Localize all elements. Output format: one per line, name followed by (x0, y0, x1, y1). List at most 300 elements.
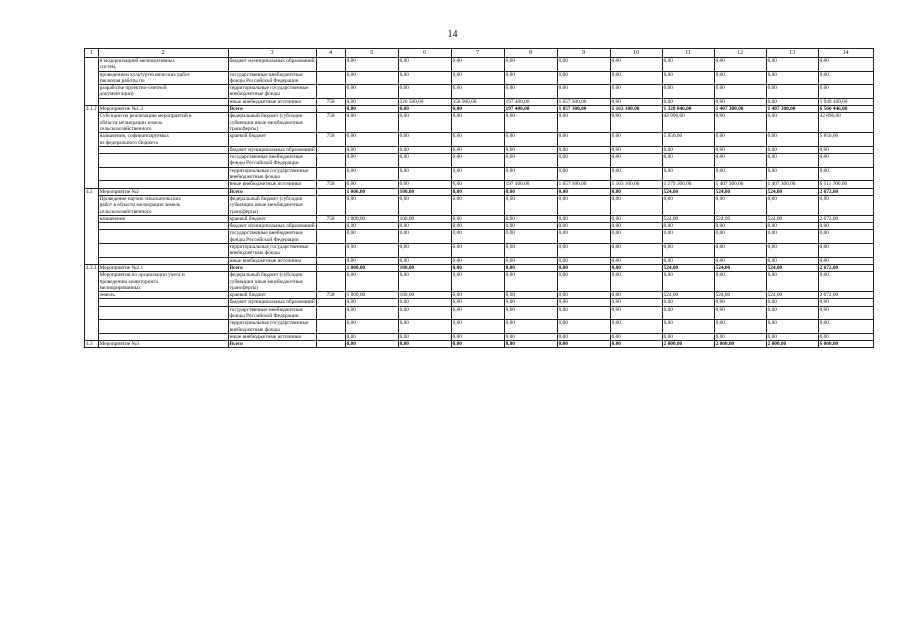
code-cell (316, 333, 345, 340)
description-cell (98, 230, 228, 244)
code-cell (316, 230, 345, 244)
total-value: 524,00 (714, 264, 766, 271)
value-cell: 1 163 100,00 (610, 181, 662, 188)
value-cell: 0,00 (398, 181, 451, 188)
description-cell (98, 98, 228, 105)
column-header: 6 (398, 49, 451, 58)
description-cell (98, 244, 228, 258)
value-cell: 0,00 (504, 320, 557, 334)
value-cell: 0,00 (504, 257, 557, 264)
description-cell: Мероприятие №2 (98, 188, 228, 195)
value-cell: 0,00 (610, 299, 662, 306)
description-line: систем, (99, 64, 117, 71)
value-cell: 0,00 (714, 320, 766, 334)
value-cell: 1 407 300,00 (714, 181, 766, 188)
row-number: 4.1.2 (85, 106, 99, 189)
value-cell: 0,00 (451, 244, 504, 258)
column-header: 11 (662, 49, 714, 58)
value-cell: 0,00 (557, 333, 610, 340)
funding-source: государственные внебюджетные фонды Российской Федерации (228, 306, 316, 320)
description-line: Субсидии на реализацию мероприятий в (99, 113, 192, 120)
value-cell: 1 940 100,00 (818, 98, 873, 105)
value-cell: 0,00 (398, 272, 451, 292)
value-cell: 0,00 (818, 299, 873, 306)
total-value: 2 000,00 (766, 341, 818, 348)
description-line: проведению мониторинга (99, 278, 158, 285)
code-cell (316, 146, 345, 153)
value-cell: 0,00 (451, 113, 504, 133)
value-cell: 1 279 300,00 (662, 181, 714, 188)
value-cell: 0,00 (451, 133, 504, 147)
description-cell (98, 292, 228, 299)
total-value: 197 400,00 (504, 106, 557, 113)
column-header: 10 (610, 49, 662, 58)
total-value: 524,00 (714, 188, 766, 195)
value-cell: 0,00 (766, 133, 818, 147)
table-row (85, 188, 874, 195)
value-cell: 0,00 (504, 85, 557, 99)
value-cell: 0,00 (714, 167, 766, 181)
value-cell: 0,00 (766, 154, 818, 168)
value-cell: 0,00 (610, 85, 662, 99)
total-value: 0,00 (451, 264, 504, 271)
value-cell: 0,00 (714, 85, 766, 99)
value-cell: 0,00 (818, 154, 873, 168)
table-row (85, 299, 874, 306)
funding-source: федеральный бюджет (субсидии субвенции иные межбюджетные трансферты) (228, 113, 316, 133)
total-value: 0,00 (451, 188, 504, 195)
value-cell: 0,00 (345, 230, 398, 244)
value-cell: 0,00 (557, 320, 610, 334)
column-header: 7 (451, 49, 504, 58)
description-line: области мелиорации земель (99, 119, 163, 126)
column-header: 1 (85, 49, 99, 58)
column-header: 9 (557, 49, 610, 58)
value-cell: 0,00 (818, 85, 873, 99)
value-cell: 0,00 (557, 85, 610, 99)
table-row (85, 167, 874, 181)
value-cell: 0,00 (345, 98, 398, 105)
value-cell: 0,00 (662, 195, 714, 215)
value-cell: 0,00 (451, 292, 504, 299)
value-cell: 0,00 (451, 306, 504, 320)
value-cell: 42 896,00 (818, 113, 873, 133)
value-cell: 0,00 (557, 272, 610, 292)
funding-source: краевой бюджет (228, 292, 316, 299)
table-row (85, 341, 874, 348)
row-number: 4.2.1 (85, 264, 99, 340)
description-cell (98, 223, 228, 230)
value-cell: 0,00 (818, 272, 873, 292)
value-cell: 0,00 (557, 195, 610, 215)
table-row (85, 244, 874, 258)
total-label: Всего (228, 188, 316, 195)
total-value: 0,00 (557, 341, 610, 348)
value-cell: 524,00 (714, 215, 766, 222)
value-cell: 0,00 (398, 154, 451, 168)
value-cell: 0,00 (345, 146, 398, 153)
value-cell: 0,00 (766, 58, 818, 72)
value-cell: 0,00 (504, 195, 557, 215)
total-value: 6 560 446,00 (818, 106, 873, 113)
value-cell: 100,00 (398, 215, 451, 222)
value-cell: 0,00 (662, 320, 714, 334)
value-cell: 0,00 (714, 113, 766, 133)
value-cell: 0,00 (610, 230, 662, 244)
page-number: 14 (447, 29, 458, 40)
description-cell (98, 154, 228, 168)
table-row (85, 230, 874, 244)
value-cell: 42 896,00 (662, 113, 714, 133)
value-cell: 0,00 (398, 306, 451, 320)
value-cell: 0,00 (557, 167, 610, 181)
value-cell: 0,00 (610, 98, 662, 105)
value-cell: 0,00 (818, 333, 873, 340)
value-cell: 0,00 (557, 244, 610, 258)
code-cell: 758 (316, 181, 345, 188)
value-cell: 0,00 (818, 71, 873, 85)
value-cell: 6 511 700,00 (818, 181, 873, 188)
value-cell: 0,00 (714, 244, 766, 258)
value-cell: 0,00 (504, 154, 557, 168)
value-cell: 2 672,00 (818, 292, 873, 299)
value-cell: 0,00 (714, 299, 766, 306)
total-value: 1 328 046,00 (662, 106, 714, 113)
description-cell (98, 272, 228, 292)
total-value: 0,00 (345, 341, 398, 348)
description-cell (98, 215, 228, 222)
table-row (85, 71, 874, 85)
value-cell: 524,00 (766, 292, 818, 299)
funding-source: иные внебюджетные источники (228, 257, 316, 264)
total-value: 2 000,00 (662, 341, 714, 348)
total-value: 1 163 100,00 (610, 106, 662, 113)
value-cell: 0,00 (345, 154, 398, 168)
total-value: 6 000,00 (818, 341, 873, 348)
value-cell: 0,00 (398, 167, 451, 181)
value-cell: 0,00 (398, 113, 451, 133)
value-cell: 0,00 (662, 272, 714, 292)
value-cell: 0,00 (662, 85, 714, 99)
value-cell: 0,00 (766, 306, 818, 320)
total-value: 0,00 (451, 106, 504, 113)
code-cell: 758 (316, 215, 345, 222)
value-cell: 0,00 (345, 320, 398, 334)
value-cell: 0,00 (504, 292, 557, 299)
total-value: 1 407 300,00 (766, 106, 818, 113)
value-cell: 0,00 (766, 244, 818, 258)
total-value: 0,00 (610, 264, 662, 271)
total-value: 0,00 (557, 264, 610, 271)
code-cell (316, 71, 345, 85)
value-cell: 0,00 (557, 257, 610, 264)
table-row (85, 272, 874, 292)
total-value: 100,00 (398, 264, 451, 271)
row-number: 4.3 (85, 341, 99, 348)
value-cell: 0,00 (345, 167, 398, 181)
value-cell: 0,00 (504, 244, 557, 258)
value-cell: 0,00 (345, 223, 398, 230)
value-cell: 0,00 (345, 181, 398, 188)
value-cell: 0,00 (766, 320, 818, 334)
total-value: 2 672,00 (818, 264, 873, 271)
value-cell: 0,00 (345, 113, 398, 133)
table-row (85, 292, 874, 299)
funding-source: федеральный бюджет (субсидии субвенции иные межбюджетные трансферты) (228, 272, 316, 292)
value-cell: 0,00 (557, 230, 610, 244)
value-cell: 0,00 (345, 306, 398, 320)
code-cell (316, 188, 345, 195)
value-cell: 0,00 (818, 195, 873, 215)
total-value: 1 407 300,00 (714, 106, 766, 113)
description-cell (98, 306, 228, 320)
description-cell (98, 181, 228, 188)
total-value: 524,00 (662, 188, 714, 195)
value-cell: 0,00 (610, 223, 662, 230)
value-cell: 0,00 (345, 71, 398, 85)
column-header: 13 (766, 49, 818, 58)
code-cell (316, 272, 345, 292)
description-cell (98, 320, 228, 334)
value-cell: 0,00 (662, 58, 714, 72)
value-cell: 524,00 (662, 215, 714, 222)
column-header: 8 (504, 49, 557, 58)
value-cell: 0,00 (398, 299, 451, 306)
value-cell: 0,00 (345, 58, 398, 72)
value-cell: 0,00 (451, 146, 504, 153)
description-line: Мероприятия по организации учета и (99, 272, 185, 279)
value-cell: 0,00 (818, 58, 873, 72)
total-value: 0,00 (398, 106, 451, 113)
value-cell: 0,00 (398, 320, 451, 334)
code-cell (316, 341, 345, 348)
funding-source: бюджет муниципальных образований (229, 223, 315, 230)
total-value: 1 057 300,00 (557, 106, 610, 113)
value-cell: 0,00 (451, 272, 504, 292)
value-cell: 0,00 (451, 215, 504, 222)
description-cell (98, 58, 228, 72)
table-row (85, 106, 874, 113)
total-value: 0,00 (504, 188, 557, 195)
value-cell: 0,00 (766, 113, 818, 133)
table-row (85, 264, 874, 271)
table-body (85, 49, 874, 348)
value-cell: 0,00 (557, 146, 610, 153)
code-cell (316, 257, 345, 264)
value-cell: 1 000,00 (345, 215, 398, 222)
description-cell (98, 333, 228, 340)
value-cell: 5 850,00 (662, 133, 714, 147)
value-cell: 0,00 (714, 133, 766, 147)
value-cell: 0,00 (504, 272, 557, 292)
value-cell: 0,00 (398, 223, 451, 230)
value-cell: 0,00 (504, 133, 557, 147)
value-cell: 0,00 (451, 320, 504, 334)
description-cell (98, 85, 228, 99)
total-value: 2 672,00 (818, 188, 873, 195)
total-value: 0,00 (557, 188, 610, 195)
value-cell: 0,00 (714, 306, 766, 320)
value-cell: 0,00 (451, 181, 504, 188)
value-cell: 0,00 (766, 167, 818, 181)
code-cell (316, 264, 345, 271)
value-cell: 0,00 (714, 71, 766, 85)
total-value: 0,00 (398, 341, 451, 348)
value-cell: 0,00 (504, 167, 557, 181)
value-cell: 0,00 (398, 85, 451, 99)
value-cell: 0,00 (345, 133, 398, 147)
code-cell: 758 (316, 292, 345, 299)
value-cell: 0,00 (766, 85, 818, 99)
description-line: Проведение научно-изыскательских (99, 195, 182, 202)
value-cell: 0,00 (766, 223, 818, 230)
value-cell: 0,00 (557, 306, 610, 320)
funding-source: государственные внебюджетные фонды Российской Федерации (228, 71, 316, 85)
table-row (85, 306, 874, 320)
value-cell: 0,00 (662, 333, 714, 340)
table-row (85, 113, 874, 133)
description-cell: Мероприятие №3 (98, 341, 228, 348)
budget-table (84, 48, 874, 348)
value-cell: 524,00 (714, 292, 766, 299)
description-line: назначения (99, 215, 125, 222)
value-cell: 0,00 (610, 306, 662, 320)
value-cell: 0,00 (345, 299, 398, 306)
value-cell: 0,00 (662, 146, 714, 153)
value-cell: 0,00 (662, 306, 714, 320)
description-line: и модернизацией мелиоративных (99, 58, 175, 64)
value-cell: 0,00 (766, 98, 818, 105)
value-cell: 0,00 (504, 333, 557, 340)
value-cell: 0,00 (451, 195, 504, 215)
value-cell: 0,00 (610, 215, 662, 222)
value-cell: 0,00 (557, 58, 610, 72)
value-cell: 0,00 (818, 257, 873, 264)
value-cell: 0,00 (662, 71, 714, 85)
value-cell: 0,00 (714, 146, 766, 153)
value-cell: 0,00 (345, 257, 398, 264)
value-cell: 0,00 (610, 320, 662, 334)
description-cell (98, 167, 228, 181)
description-cell (98, 71, 228, 85)
funding-source: федеральный бюджет (субсидии субвенции иные межбюджетные трансферты) (228, 195, 316, 215)
column-header: 4 (316, 49, 345, 58)
funding-source: краевой бюджет (228, 215, 316, 222)
total-value: 524,00 (766, 188, 818, 195)
value-cell: 0,00 (504, 223, 557, 230)
value-cell: 0,00 (610, 113, 662, 133)
funding-source: бюджет муниципальных образований (229, 146, 315, 153)
value-cell: 0,00 (557, 71, 610, 85)
value-cell: 0,00 (345, 272, 398, 292)
value-cell: 0,00 (818, 167, 873, 181)
value-cell: 0,00 (451, 333, 504, 340)
value-cell: 0,00 (714, 58, 766, 72)
funding-source: бюджет муниципальных образований (229, 299, 315, 306)
table-row (85, 257, 874, 264)
value-cell: 0,00 (610, 272, 662, 292)
value-cell: 0,00 (766, 195, 818, 215)
value-cell: 0,00 (504, 215, 557, 222)
table-row (85, 58, 874, 72)
value-cell: 0,00 (766, 71, 818, 85)
row-number: 4.2 (85, 188, 99, 264)
value-cell: 197 400,00 (504, 181, 557, 188)
value-cell: 0,00 (451, 167, 504, 181)
code-cell (316, 167, 345, 181)
value-cell: 0,00 (714, 223, 766, 230)
value-cell: 0,00 (610, 195, 662, 215)
funding-source: государственные внебюджетные фонды Российской Федерации (228, 230, 316, 244)
value-cell: 0,00 (818, 320, 873, 334)
table-row (85, 320, 874, 334)
value-cell: 0,00 (818, 146, 873, 153)
value-cell: 0,00 (398, 58, 451, 72)
column-header: 2 (98, 49, 228, 58)
value-cell: 0,00 (451, 154, 504, 168)
value-cell: 0,00 (504, 306, 557, 320)
total-value: 524,00 (662, 264, 714, 271)
value-cell: 0,00 (766, 299, 818, 306)
value-cell: 0,00 (451, 299, 504, 306)
value-cell: 0,00 (345, 85, 398, 99)
column-header: 5 (345, 49, 398, 58)
funding-source: иные внебюджетные источники (228, 181, 316, 188)
value-cell: 0,00 (818, 244, 873, 258)
funding-source: бюджет муниципальных образований (228, 58, 316, 72)
value-cell: 0,00 (557, 223, 610, 230)
description-cell (98, 195, 228, 215)
value-cell: 0,00 (662, 98, 714, 105)
value-cell: 0,00 (766, 146, 818, 153)
code-cell (316, 85, 345, 99)
value-cell: 0,00 (610, 333, 662, 340)
code-cell (316, 154, 345, 168)
description-line: (включая работы по (99, 77, 145, 84)
funding-source: иные внебюджетные источники (228, 98, 316, 105)
code-cell (316, 223, 345, 230)
value-cell: 0,00 (610, 292, 662, 299)
value-cell: 0,00 (398, 146, 451, 153)
value-cell: 0,00 (504, 230, 557, 244)
total-value: 100,00 (398, 188, 451, 195)
description-line: мелиорированных (99, 284, 141, 291)
code-cell (316, 195, 345, 215)
value-cell: 100,00 (398, 292, 451, 299)
total-value: 524,00 (766, 264, 818, 271)
code-cell (316, 306, 345, 320)
header-row (85, 49, 874, 58)
value-cell: 0,00 (504, 299, 557, 306)
total-label: Всего (228, 264, 316, 271)
value-cell: 0,00 (345, 244, 398, 258)
value-cell: 0,00 (398, 244, 451, 258)
value-cell: 0,00 (451, 257, 504, 264)
value-cell: 197 400,00 (504, 98, 557, 105)
value-cell: 0,00 (345, 333, 398, 340)
total-value: 1 000,00 (345, 264, 398, 271)
value-cell: 1 407 300,00 (766, 181, 818, 188)
funding-source: государственные внебюджетные фонды Российской Федерации (228, 154, 316, 168)
value-cell: 0,00 (504, 146, 557, 153)
description-line: проведением культуртехнических работ (99, 71, 190, 78)
value-cell: 0,00 (610, 257, 662, 264)
value-cell: 0,00 (818, 230, 873, 244)
value-cell: 0,00 (398, 133, 451, 147)
table-row (85, 133, 874, 147)
value-cell: 0,00 (714, 272, 766, 292)
funding-source: территориальные государственные внебюджетные фонды (228, 85, 316, 99)
